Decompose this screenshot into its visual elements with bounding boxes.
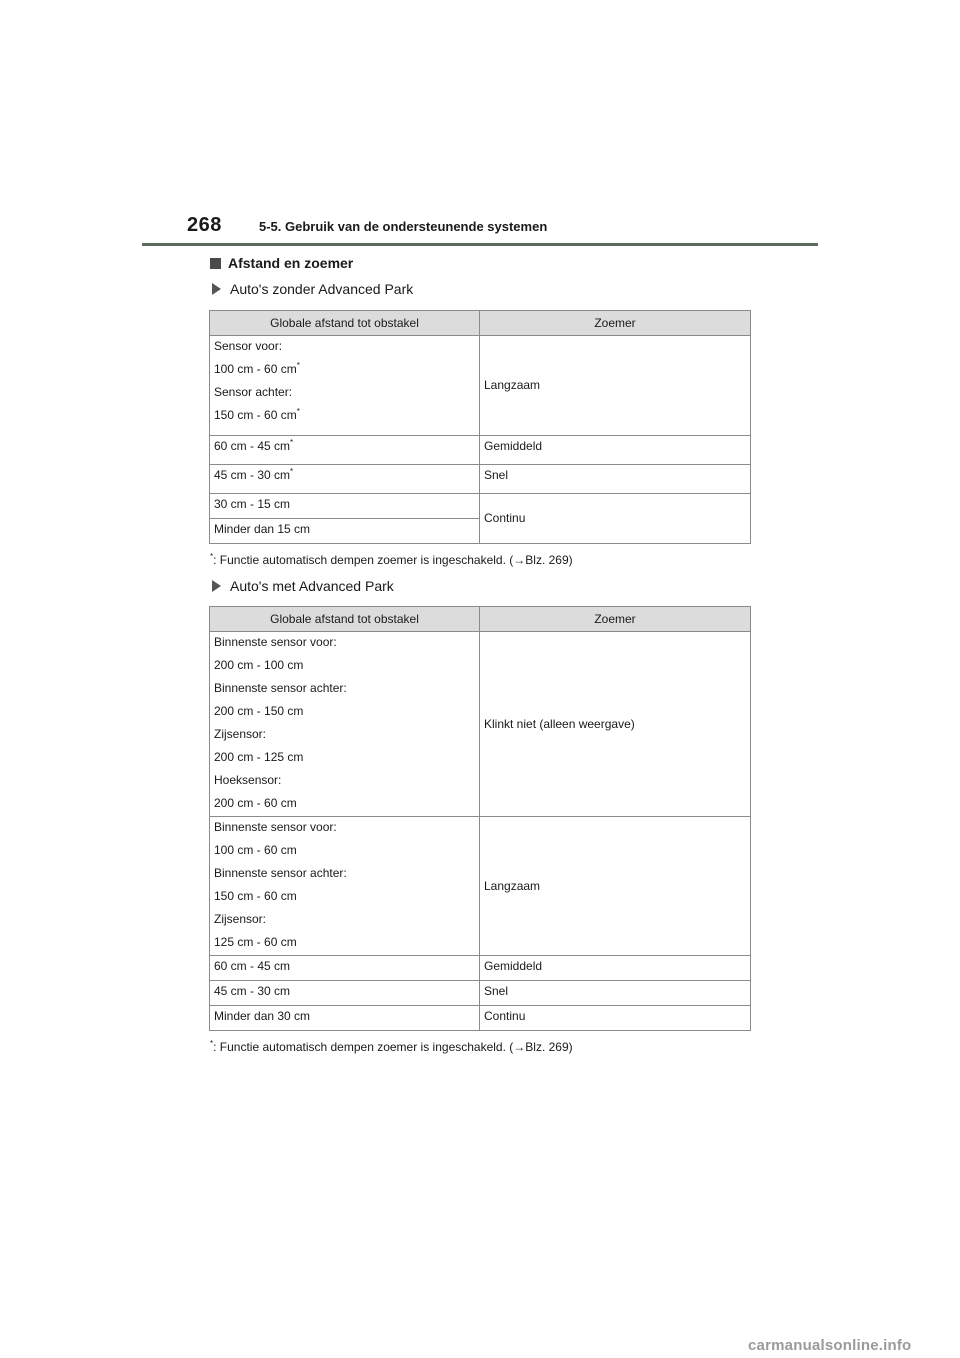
buzzer-cell: Snel — [480, 465, 751, 494]
distance-cell: Minder dan 30 cm — [210, 1006, 480, 1031]
cell-line: 150 cm - 60 cm — [214, 889, 297, 903]
buzzer-cell: Klinkt niet (alleen weergave) — [480, 632, 751, 817]
footnote-marker: * — [296, 407, 300, 416]
cell-line: 100 cm - 60 cm — [214, 843, 297, 857]
table-row — [210, 981, 751, 1006]
cell-line: 150 cm - 60 cm* — [214, 407, 300, 422]
subheading-without-advanced-park — [212, 281, 413, 297]
column-header-buzzer: Zoemer — [480, 311, 751, 336]
distance-cell: Minder dan 15 cm — [210, 519, 480, 544]
buzzer-cell: Snel — [480, 981, 751, 1006]
table-row — [210, 817, 751, 956]
triangle-bullet-icon — [212, 580, 221, 592]
cell-line: 200 cm - 150 cm — [214, 704, 304, 718]
footnote-marker: * — [210, 552, 214, 561]
cell-line: 200 cm - 100 cm — [214, 658, 304, 672]
footnote — [210, 1040, 573, 1054]
cell-line: 200 cm - 60 cm — [214, 796, 297, 810]
cell-line: Binnenste sensor voor: — [214, 635, 337, 649]
distance-cell — [210, 336, 480, 436]
cell-line: Sensor voor: — [214, 339, 283, 353]
cell-line: Sensor achter: — [214, 385, 293, 399]
table-header-row — [210, 607, 751, 632]
buzzer-cell: Continu — [480, 1006, 751, 1031]
subheading-with-advanced-park — [212, 578, 394, 594]
distance-cell: 30 cm - 15 cm — [210, 494, 480, 519]
table-row — [210, 336, 751, 436]
cell-line: 100 cm - 60 cm* — [214, 361, 300, 376]
section-heading — [210, 255, 353, 271]
table-row — [210, 632, 751, 817]
section-heading-text: Afstand en zoemer — [228, 255, 354, 271]
footnote-text: : Functie automatisch dempen zoemer is ingeschakeld. (→Blz. 269) — [213, 1040, 573, 1054]
column-header-distance: Globale afstand tot obstakel — [210, 607, 480, 632]
distance-cell: 60 cm - 45 cm — [210, 956, 480, 981]
table-row — [210, 436, 751, 465]
watermark: carmanualsonline.info — [748, 1337, 912, 1354]
subheading-text: Auto's zonder Advanced Park — [230, 281, 414, 297]
cell-line: 200 cm - 125 cm — [214, 750, 304, 764]
distance-table-with-advanced-park — [209, 606, 751, 1031]
buzzer-cell: Gemiddeld — [480, 956, 751, 981]
table-row — [210, 1006, 751, 1031]
cell-line: Binnenste sensor achter: — [214, 866, 347, 880]
table-row — [210, 956, 751, 981]
table-row — [210, 465, 751, 494]
footnote-marker: * — [290, 467, 294, 476]
footnote-marker: * — [290, 438, 294, 447]
triangle-bullet-icon — [212, 283, 221, 295]
distance-table-without-advanced-park — [209, 310, 751, 544]
column-header-distance: Globale afstand tot obstakel — [210, 311, 480, 336]
cell-line: Binnenste sensor achter: — [214, 681, 347, 695]
distance-cell: 45 cm - 30 cm* — [210, 465, 480, 494]
footnote-text: : Functie automatisch dempen zoemer is ingeschakeld. (→Blz. 269) — [213, 553, 573, 567]
cell-line: Zijsensor: — [214, 912, 267, 926]
column-header-buzzer: Zoemer — [480, 607, 751, 632]
cell-line: Binnenste sensor voor: — [214, 820, 337, 834]
distance-cell: 45 cm - 30 cm — [210, 981, 480, 1006]
cell-line: Hoeksensor: — [214, 773, 282, 787]
buzzer-cell: Langzaam — [480, 817, 751, 956]
chapter-title: 5-5. Gebruik van de ondersteunende systemen — [259, 219, 548, 234]
header-divider — [142, 243, 818, 246]
buzzer-cell: Langzaam — [480, 336, 751, 436]
page-number: 268 — [187, 214, 222, 236]
square-bullet-icon — [210, 258, 221, 269]
cell-line: Zijsensor: — [214, 727, 267, 741]
cell-line: 125 cm - 60 cm — [214, 935, 297, 949]
table-header-row — [210, 311, 751, 336]
table-row — [210, 494, 751, 519]
buzzer-cell: Gemiddeld — [480, 436, 751, 465]
distance-cell: 60 cm - 45 cm* — [210, 436, 480, 465]
subheading-text: Auto's met Advanced Park — [230, 578, 394, 594]
footnote — [210, 553, 573, 567]
page-header — [0, 0, 960, 250]
buzzer-cell: Continu — [480, 494, 751, 544]
distance-cell — [210, 817, 480, 956]
footnote-marker: * — [210, 1039, 214, 1048]
distance-cell — [210, 632, 480, 817]
footnote-marker: * — [296, 361, 300, 370]
